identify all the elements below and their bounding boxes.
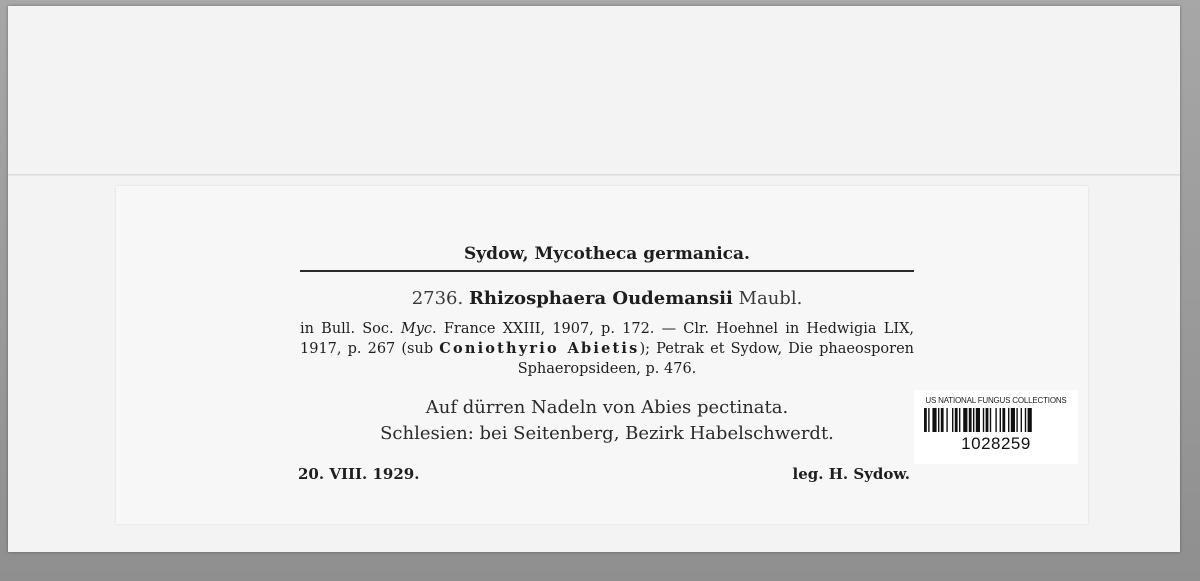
citation-part-1: in Bull. Soc. [300,321,401,337]
species-author: Maubl. [738,288,803,309]
species-line [300,288,914,309]
host-line: Auf dürren Nadeln von Abies pectinata. [425,397,789,418]
barcode-institution: US NATIONAL FUNGUS COLLECTIONS [925,396,1067,405]
citation-part-2: France XXIII, 1907, p. 172. — Clr. Hoehnel in Hedwigia LIX, 1917, p. 267 (sub [300,321,915,357]
literature-citation [300,319,914,379]
barcode-label [914,390,1078,464]
specimen-number: 2736. [411,288,464,309]
title-divider [300,270,914,272]
barcode-icon [924,408,1068,432]
collection-title: Sydow, Mycotheca germanica. [464,244,750,264]
citation-myc: Myc. [400,321,437,337]
collector: leg. H. Sydow. [792,465,910,483]
citation-part-3: ); Petrak et Sydow, Die phaeosporen Sphaeropsideen, p. 476. [517,341,914,377]
location-line: Schlesien: bei Seitenberg, Bezirk Habelschwerdt. [380,423,834,444]
citation-synonym: Coniothyrio Abietis [439,340,640,357]
species-name: Rhizosphaera Oudemansii [468,288,733,309]
locality-block [300,395,914,447]
packet-fold [8,174,1180,176]
barcode-number: 1028259 [961,434,1031,453]
collection-date: 20. VIII. 1929. [298,465,420,483]
